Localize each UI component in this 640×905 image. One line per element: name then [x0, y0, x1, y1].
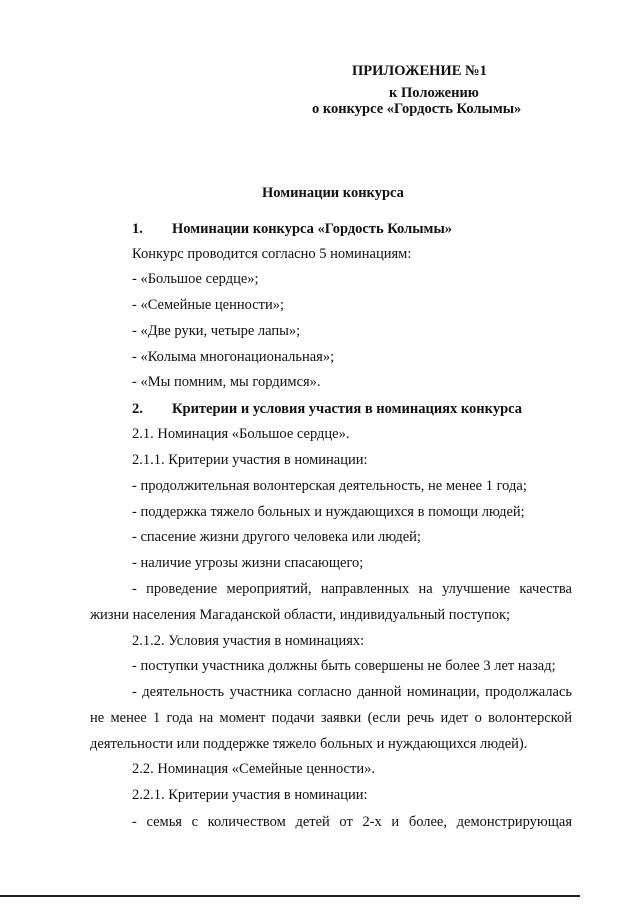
paragraph-line: 2.2.1. Критерии участия в номинации:	[132, 787, 368, 803]
section-1-intro: Конкурс проводится согласно 5 номинациям:	[132, 246, 412, 262]
nomination-item: - «Две руки, четыре лапы»;	[132, 323, 301, 339]
nomination-item: - «Мы помним, мы гордимся».	[132, 374, 321, 390]
nomination-item: - «Большое сердце»;	[132, 271, 259, 287]
nomination-item: - «Семейные ценности»;	[132, 297, 285, 313]
nomination-item: - «Колыма многонациональная»;	[132, 349, 335, 365]
section-1-heading: Номинации конкурса «Гордость Колымы»	[172, 221, 453, 237]
page-title: Номинации конкурса	[262, 185, 404, 201]
paragraph-line: 2.1.2. Условия участия в номинациях:	[132, 633, 365, 649]
section-2-number: 2.	[132, 401, 143, 417]
section-2-heading: Критерии и условия участия в номинациях конкурса	[172, 401, 522, 417]
paragraph-line: - наличие угрозы жизни спасающего;	[132, 555, 364, 571]
paragraph-line: - поддержка тяжело больных и нуждающихся в помощи людей;	[132, 504, 525, 520]
paragraph-line: - поступки участника должны быть совершены не более 3 лет назад;	[132, 658, 556, 674]
paragraph-line: - продолжительная волонтерская деятельность, не менее 1 года;	[132, 478, 527, 494]
appendix-contest: о конкурсе «Гордость Колымы»	[312, 101, 522, 117]
paragraph-line: 2.2. Номинация «Семейные ценности».	[132, 761, 375, 777]
paragraph-line: не менее 1 года на момент подачи заявки (если речь идет о волонтерской	[90, 710, 572, 726]
paragraph-line: жизни населения Магаданской области, индивидуальный поступок;	[90, 607, 511, 623]
appendix-subtitle: к Положению	[389, 85, 479, 101]
section-1-number: 1.	[132, 221, 143, 237]
paragraph-line: - семья с количеством детей от 2-х и более, демонстрирующая	[132, 814, 572, 830]
paragraph-line: 2.1.1. Критерии участия в номинации:	[132, 452, 368, 468]
paragraph-line: - деятельность участника согласно данной номинации, продолжалась	[132, 684, 572, 700]
paragraph-line: - проведение мероприятий, направленных на улучшение качества	[132, 581, 572, 597]
paragraph-line: деятельности или поддержке тяжело больных и нуждающихся людей).	[90, 736, 528, 752]
paragraph-line: - спасение жизни другого человека или людей;	[132, 529, 421, 545]
page-edge-rule	[0, 895, 580, 897]
paragraph-line: 2.1. Номинация «Большое сердце».	[132, 426, 350, 442]
appendix-title: ПРИЛОЖЕНИЕ №1	[352, 63, 487, 79]
